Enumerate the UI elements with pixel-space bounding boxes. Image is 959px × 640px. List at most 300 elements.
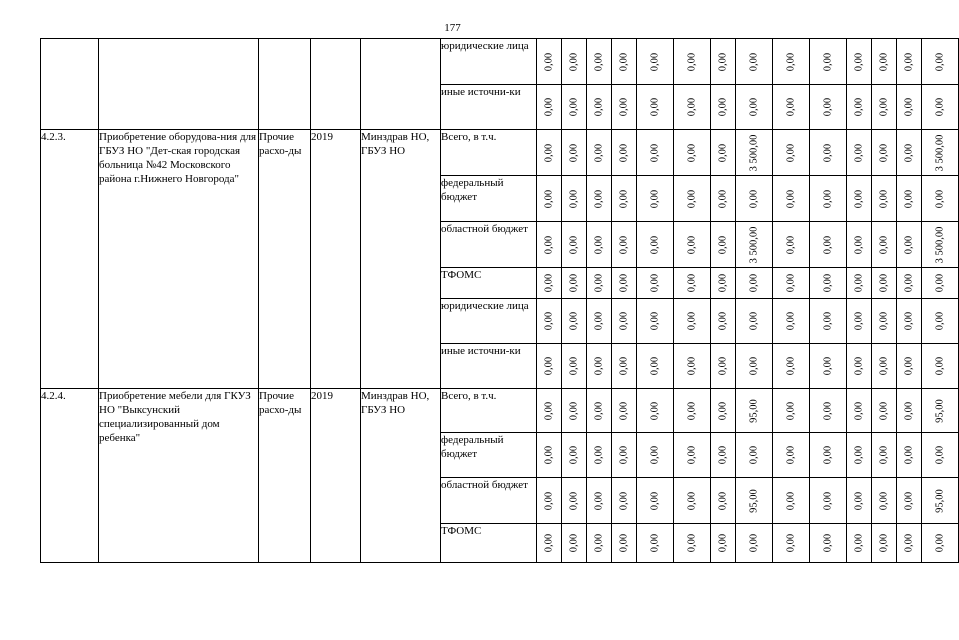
value-cell xyxy=(637,222,674,268)
value-text: 0,00 xyxy=(568,445,580,465)
value-cell xyxy=(562,176,587,222)
value-cell xyxy=(922,176,959,222)
value-cell xyxy=(810,389,847,433)
value-cell xyxy=(897,524,922,563)
value-cell xyxy=(847,39,872,85)
value-text: 0,00 xyxy=(878,401,890,420)
value-cell xyxy=(711,85,736,130)
value-cell xyxy=(711,176,736,222)
value-text: 0,00 xyxy=(618,533,630,553)
value-cell xyxy=(736,268,773,299)
value-cell xyxy=(537,524,562,563)
value-text: 0,00 xyxy=(748,445,760,465)
value-cell xyxy=(587,268,612,299)
value-cell xyxy=(562,433,587,478)
value-cell xyxy=(711,39,736,85)
value-cell xyxy=(637,478,674,524)
value-cell xyxy=(872,524,897,563)
value-cell xyxy=(810,130,847,176)
value-text: 0,00 xyxy=(853,401,865,420)
value-cell xyxy=(612,268,637,299)
value-text: 0,00 xyxy=(568,311,580,331)
value-cell xyxy=(562,268,587,299)
value-cell xyxy=(537,344,562,389)
value-text: 0,00 xyxy=(593,143,605,162)
value-cell xyxy=(922,299,959,344)
value-cell xyxy=(537,433,562,478)
item-year: 2019 xyxy=(311,389,361,563)
value-cell xyxy=(537,389,562,433)
value-cell xyxy=(810,39,847,85)
value-text: 0,00 xyxy=(822,445,834,465)
value-text: 0,00 xyxy=(785,273,797,293)
value-text: 0,00 xyxy=(649,52,661,71)
value-text: 0,00 xyxy=(568,356,580,376)
value-text: 0,00 xyxy=(903,401,915,420)
value-cell xyxy=(897,176,922,222)
value-cell xyxy=(637,299,674,344)
value-cell xyxy=(674,222,711,268)
value-cell xyxy=(736,39,773,85)
value-text: 0,00 xyxy=(878,235,890,254)
value-text: 0,00 xyxy=(649,273,661,293)
value-cell xyxy=(537,222,562,268)
value-cell xyxy=(773,176,810,222)
item-name: Приобретение оборудова-ния для ГБУЗ НО "Дет-ская городская больница №42 Московского района г.Нижнего Новгорода" xyxy=(99,130,259,389)
value-text: 0,00 xyxy=(785,356,797,376)
value-text: 95,00 xyxy=(934,488,946,513)
value-text: 0,00 xyxy=(618,356,630,376)
value-cell xyxy=(711,389,736,433)
value-cell xyxy=(674,344,711,389)
value-text: 0,00 xyxy=(853,189,865,208)
value-cell xyxy=(637,85,674,130)
value-text: 95,00 xyxy=(748,488,760,513)
value-cell xyxy=(810,433,847,478)
value-cell xyxy=(612,85,637,130)
value-cell xyxy=(736,85,773,130)
value-text: 0,00 xyxy=(649,445,661,465)
value-cell xyxy=(922,268,959,299)
value-text: 0,00 xyxy=(822,533,834,553)
value-cell xyxy=(637,268,674,299)
budget-table-body xyxy=(41,39,959,563)
value-text: 0,00 xyxy=(686,143,698,162)
value-text: 0,00 xyxy=(934,445,946,465)
value-text: 0,00 xyxy=(649,356,661,376)
value-text: 0,00 xyxy=(568,52,580,71)
value-cell xyxy=(922,39,959,85)
funding-source: иные источни-ки xyxy=(441,344,537,389)
value-text: 0,00 xyxy=(543,445,555,465)
funding-source: Всего, в т.ч. xyxy=(441,130,537,176)
value-cell xyxy=(637,344,674,389)
value-text: 0,00 xyxy=(878,52,890,71)
value-text: 0,00 xyxy=(593,311,605,331)
value-text: 0,00 xyxy=(717,143,729,162)
value-cell xyxy=(637,389,674,433)
value-text: 0,00 xyxy=(717,356,729,376)
value-text: 0,00 xyxy=(593,533,605,553)
value-text: 0,00 xyxy=(593,97,605,117)
value-text: 0,00 xyxy=(903,533,915,553)
value-cell xyxy=(637,130,674,176)
value-text: 0,00 xyxy=(649,97,661,117)
value-text: 0,00 xyxy=(717,445,729,465)
value-text: 0,00 xyxy=(618,491,630,510)
value-text: 0,00 xyxy=(934,52,946,71)
value-text: 0,00 xyxy=(785,235,797,254)
value-text: 0,00 xyxy=(853,143,865,162)
value-text: 0,00 xyxy=(543,533,555,553)
value-cell xyxy=(612,433,637,478)
value-cell xyxy=(773,268,810,299)
value-text: 0,00 xyxy=(568,533,580,553)
item-executor xyxy=(361,39,441,130)
value-cell xyxy=(562,478,587,524)
value-text: 0,00 xyxy=(822,52,834,71)
value-text: 0,00 xyxy=(785,97,797,117)
value-cell xyxy=(674,268,711,299)
value-cell xyxy=(562,344,587,389)
value-text: 0,00 xyxy=(822,97,834,117)
value-cell xyxy=(711,478,736,524)
value-text: 0,00 xyxy=(618,189,630,208)
value-text: 0,00 xyxy=(649,401,661,420)
value-cell xyxy=(587,389,612,433)
value-cell xyxy=(711,344,736,389)
value-cell xyxy=(810,344,847,389)
funding-source: ТФОМС xyxy=(441,268,537,299)
value-text: 0,00 xyxy=(686,311,698,331)
item-year: 2019 xyxy=(311,130,361,389)
value-cell xyxy=(537,176,562,222)
value-cell xyxy=(847,222,872,268)
value-cell xyxy=(612,389,637,433)
value-cell xyxy=(637,39,674,85)
value-text: 0,00 xyxy=(934,533,946,553)
value-cell xyxy=(872,478,897,524)
value-cell xyxy=(897,478,922,524)
value-cell xyxy=(872,176,897,222)
value-text: 0,00 xyxy=(748,356,760,376)
value-text: 0,00 xyxy=(543,143,555,162)
value-cell xyxy=(773,433,810,478)
value-cell xyxy=(562,389,587,433)
value-cell xyxy=(562,222,587,268)
value-text: 0,00 xyxy=(748,97,760,117)
funding-source: федеральный бюджет xyxy=(441,176,537,222)
value-cell xyxy=(897,389,922,433)
value-cell xyxy=(810,268,847,299)
value-cell xyxy=(612,130,637,176)
value-cell xyxy=(810,85,847,130)
value-text: 95,00 xyxy=(934,398,946,423)
value-cell xyxy=(897,268,922,299)
value-text: 0,00 xyxy=(543,235,555,254)
value-cell xyxy=(773,478,810,524)
value-cell xyxy=(612,176,637,222)
value-cell xyxy=(773,299,810,344)
value-text: 0,00 xyxy=(568,235,580,254)
value-text: 0,00 xyxy=(543,356,555,376)
value-text: 0,00 xyxy=(822,356,834,376)
value-text: 0,00 xyxy=(748,533,760,553)
value-text: 0,00 xyxy=(934,97,946,117)
value-cell xyxy=(773,85,810,130)
value-text: 0,00 xyxy=(686,189,698,208)
value-cell xyxy=(562,524,587,563)
value-text: 0,00 xyxy=(593,189,605,208)
value-text: 0,00 xyxy=(748,189,760,208)
value-text: 0,00 xyxy=(618,97,630,117)
value-cell xyxy=(736,222,773,268)
value-cell xyxy=(587,433,612,478)
value-text: 0,00 xyxy=(543,311,555,331)
item-executor: Минздрав НО, ГБУЗ НО xyxy=(361,130,441,389)
value-text: 0,00 xyxy=(903,97,915,117)
value-text: 0,00 xyxy=(686,356,698,376)
value-text: 0,00 xyxy=(878,533,890,553)
value-cell xyxy=(736,176,773,222)
value-text: 0,00 xyxy=(618,401,630,420)
value-cell xyxy=(872,299,897,344)
value-text: 0,00 xyxy=(717,273,729,293)
value-cell xyxy=(736,344,773,389)
item-code xyxy=(41,39,99,130)
value-cell xyxy=(562,39,587,85)
value-text: 0,00 xyxy=(618,273,630,293)
value-cell xyxy=(872,130,897,176)
value-cell xyxy=(872,39,897,85)
value-cell xyxy=(872,268,897,299)
value-text: 0,00 xyxy=(878,189,890,208)
value-cell xyxy=(711,524,736,563)
value-cell xyxy=(612,299,637,344)
value-text: 0,00 xyxy=(853,356,865,376)
value-cell xyxy=(736,524,773,563)
value-text: 0,00 xyxy=(543,491,555,510)
value-text: 0,00 xyxy=(618,235,630,254)
value-text: 0,00 xyxy=(686,273,698,293)
table-row xyxy=(41,389,959,433)
value-text: 0,00 xyxy=(878,311,890,331)
funding-source: юридические лица xyxy=(441,39,537,85)
value-cell xyxy=(674,39,711,85)
value-text: 0,00 xyxy=(649,491,661,510)
value-text: 0,00 xyxy=(618,143,630,162)
value-cell xyxy=(773,222,810,268)
value-cell xyxy=(587,222,612,268)
value-text: 0,00 xyxy=(686,97,698,117)
value-cell xyxy=(562,130,587,176)
value-text: 0,00 xyxy=(903,143,915,162)
value-text: 0,00 xyxy=(717,533,729,553)
value-text: 0,00 xyxy=(785,52,797,71)
value-cell xyxy=(711,433,736,478)
value-cell xyxy=(847,389,872,433)
value-cell xyxy=(587,524,612,563)
value-text: 0,00 xyxy=(717,97,729,117)
value-cell xyxy=(612,39,637,85)
page-number: 177 xyxy=(444,22,461,34)
value-cell xyxy=(587,344,612,389)
table-row xyxy=(41,39,959,85)
value-cell xyxy=(922,344,959,389)
value-cell xyxy=(612,222,637,268)
value-text: 0,00 xyxy=(785,445,797,465)
value-cell xyxy=(773,39,810,85)
value-cell xyxy=(674,176,711,222)
funding-source: федеральный бюджет xyxy=(441,433,537,478)
expense-type xyxy=(259,39,311,130)
value-text: 0,00 xyxy=(543,189,555,208)
value-cell xyxy=(897,130,922,176)
value-cell xyxy=(897,299,922,344)
value-text: 0,00 xyxy=(593,356,605,376)
value-cell xyxy=(587,130,612,176)
value-cell xyxy=(847,478,872,524)
value-text: 0,00 xyxy=(785,401,797,420)
value-cell xyxy=(736,299,773,344)
value-text: 3 500,00 xyxy=(748,134,760,171)
value-text: 0,00 xyxy=(717,235,729,254)
value-text: 3 500,00 xyxy=(934,134,946,171)
value-text: 0,00 xyxy=(903,356,915,376)
value-text: 0,00 xyxy=(903,491,915,510)
value-text: 0,00 xyxy=(543,401,555,420)
value-text: 0,00 xyxy=(593,235,605,254)
value-text: 0,00 xyxy=(649,143,661,162)
value-text: 0,00 xyxy=(593,445,605,465)
value-cell xyxy=(711,222,736,268)
table-row xyxy=(41,130,959,176)
value-cell xyxy=(637,433,674,478)
value-text: 0,00 xyxy=(853,491,865,510)
value-cell xyxy=(711,299,736,344)
value-text: 0,00 xyxy=(822,401,834,420)
value-text: 0,00 xyxy=(853,273,865,293)
value-cell xyxy=(537,39,562,85)
value-text: 0,00 xyxy=(822,189,834,208)
value-text: 0,00 xyxy=(785,533,797,553)
value-cell xyxy=(810,478,847,524)
value-text: 0,00 xyxy=(785,189,797,208)
value-cell xyxy=(587,176,612,222)
value-cell xyxy=(537,268,562,299)
value-text: 0,00 xyxy=(903,445,915,465)
value-cell xyxy=(872,433,897,478)
value-cell xyxy=(773,524,810,563)
value-cell xyxy=(847,130,872,176)
value-text: 0,00 xyxy=(853,311,865,331)
value-cell xyxy=(773,389,810,433)
value-cell xyxy=(810,524,847,563)
value-text: 0,00 xyxy=(748,273,760,293)
value-text: 0,00 xyxy=(568,143,580,162)
funding-source: областной бюджет xyxy=(441,222,537,268)
value-cell xyxy=(674,389,711,433)
value-text: 0,00 xyxy=(822,273,834,293)
value-cell xyxy=(897,433,922,478)
value-text: 0,00 xyxy=(717,189,729,208)
value-text: 0,00 xyxy=(934,311,946,331)
value-cell xyxy=(872,344,897,389)
value-cell xyxy=(872,222,897,268)
value-cell xyxy=(674,478,711,524)
value-cell xyxy=(537,299,562,344)
value-text: 0,00 xyxy=(686,491,698,510)
value-cell xyxy=(537,130,562,176)
funding-source: иные источни-ки xyxy=(441,85,537,130)
value-cell xyxy=(587,39,612,85)
value-text: 0,00 xyxy=(822,143,834,162)
funding-source: ТФОМС xyxy=(441,524,537,563)
value-text: 0,00 xyxy=(878,491,890,510)
value-cell xyxy=(847,176,872,222)
value-text: 0,00 xyxy=(878,445,890,465)
value-text: 0,00 xyxy=(878,143,890,162)
value-cell xyxy=(736,433,773,478)
value-cell xyxy=(922,524,959,563)
value-cell xyxy=(922,433,959,478)
value-cell xyxy=(897,222,922,268)
value-text: 0,00 xyxy=(717,401,729,420)
value-cell xyxy=(637,524,674,563)
value-text: 0,00 xyxy=(934,273,946,293)
value-text: 0,00 xyxy=(568,97,580,117)
value-text: 0,00 xyxy=(593,491,605,510)
value-cell xyxy=(562,299,587,344)
item-name xyxy=(99,39,259,130)
value-cell xyxy=(587,478,612,524)
value-cell xyxy=(587,85,612,130)
value-text: 0,00 xyxy=(686,445,698,465)
value-text: 3 500,00 xyxy=(934,226,946,263)
value-cell xyxy=(810,222,847,268)
value-cell xyxy=(537,85,562,130)
funding-source: Всего, в т.ч. xyxy=(441,389,537,433)
value-text: 0,00 xyxy=(686,52,698,71)
item-code: 4.2.3. xyxy=(41,130,99,389)
value-cell xyxy=(674,433,711,478)
value-text: 0,00 xyxy=(853,533,865,553)
value-cell xyxy=(922,130,959,176)
value-text: 0,00 xyxy=(853,235,865,254)
value-text: 0,00 xyxy=(568,491,580,510)
value-text: 0,00 xyxy=(686,235,698,254)
value-text: 0,00 xyxy=(593,401,605,420)
value-text: 0,00 xyxy=(618,52,630,71)
value-cell xyxy=(637,176,674,222)
value-cell xyxy=(897,344,922,389)
value-text: 0,00 xyxy=(649,311,661,331)
value-text: 0,00 xyxy=(543,52,555,71)
value-cell xyxy=(922,85,959,130)
value-cell xyxy=(773,344,810,389)
value-text: 0,00 xyxy=(822,311,834,331)
value-cell xyxy=(810,176,847,222)
value-cell xyxy=(922,478,959,524)
value-text: 0,00 xyxy=(568,273,580,293)
funding-source: областной бюджет xyxy=(441,478,537,524)
value-text: 0,00 xyxy=(785,311,797,331)
value-text: 0,00 xyxy=(903,273,915,293)
value-text: 0,00 xyxy=(748,311,760,331)
value-text: 0,00 xyxy=(686,533,698,553)
value-text: 0,00 xyxy=(822,491,834,510)
budget-table xyxy=(40,38,959,563)
